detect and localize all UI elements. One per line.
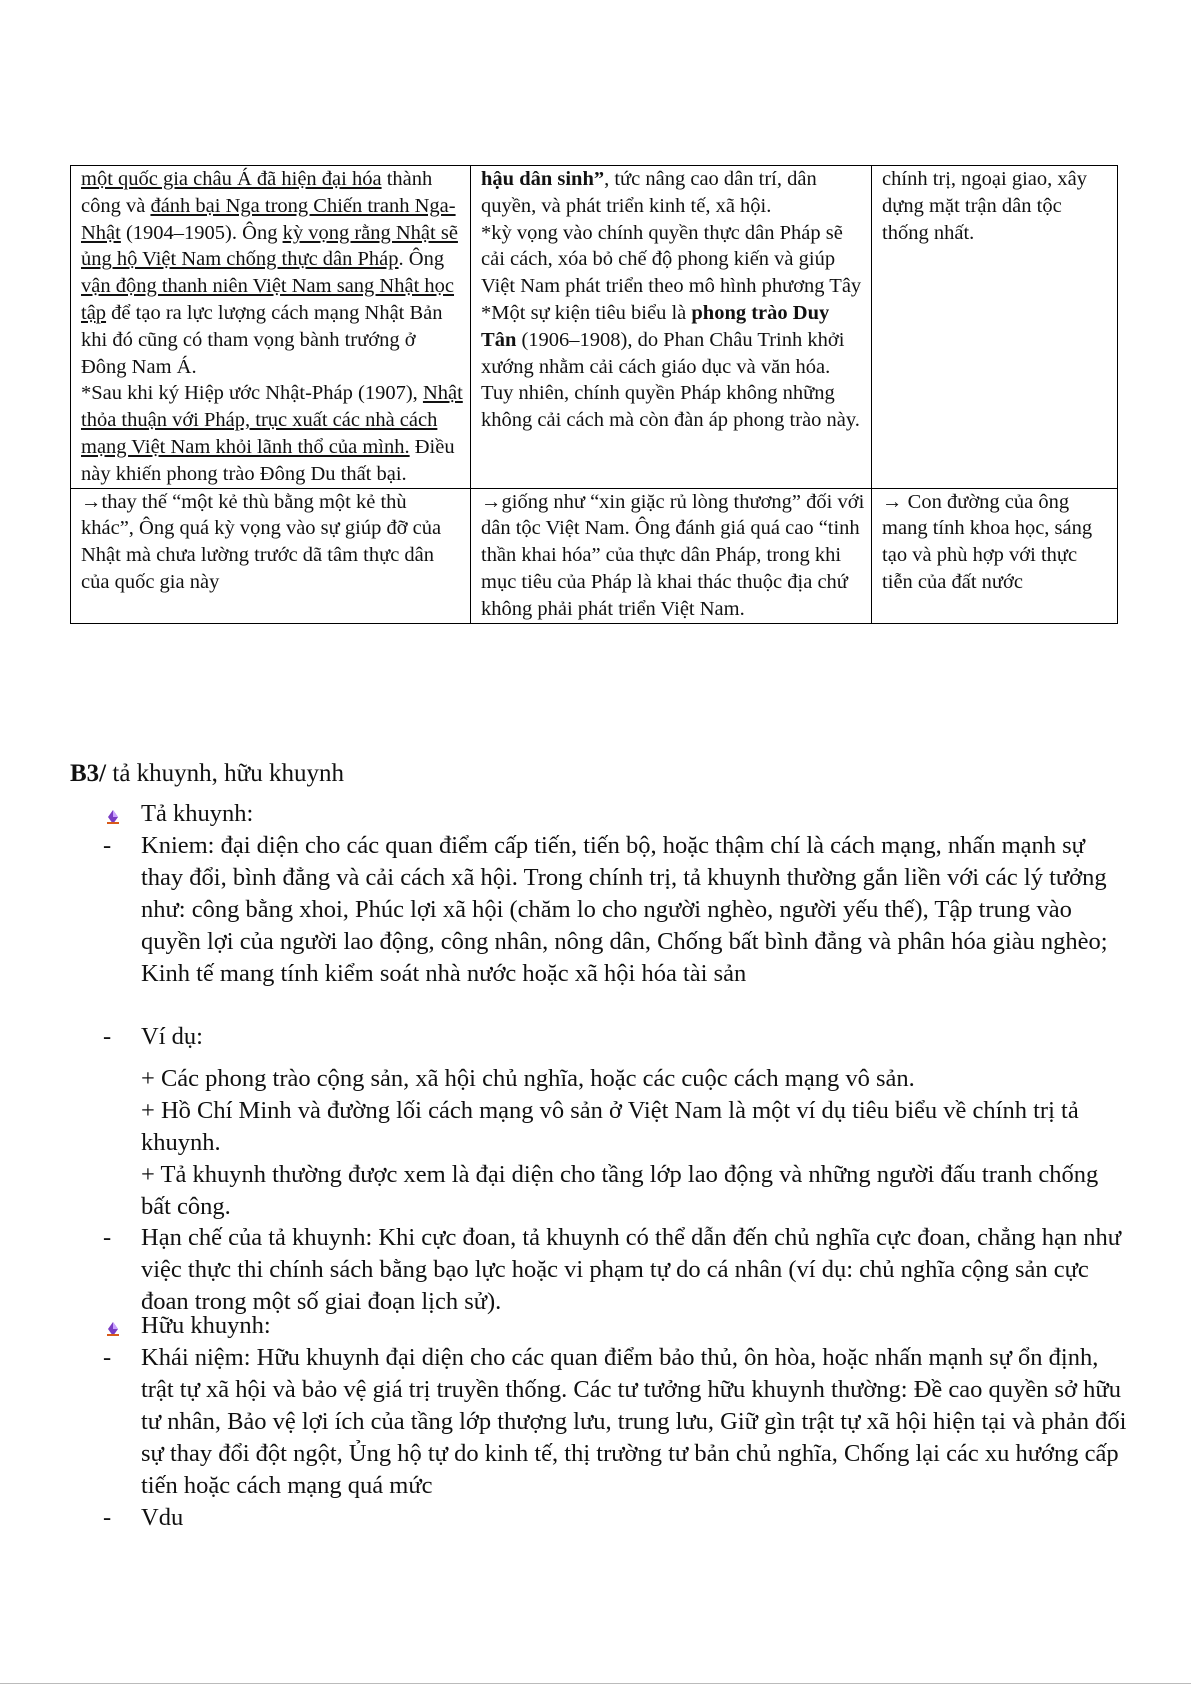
bold-text: hậu dân sinh” bbox=[481, 168, 605, 190]
section-heading bbox=[70, 758, 344, 790]
table-cell-ho-chi-minh-assessment: → Con đường của ông mang tính khoa học, sáng tạo và phù hợp với thực tiễn của đất nước bbox=[872, 488, 1118, 623]
table-cell-phan-boi-chau-assessment: →thay thế “một kẻ thù bằng một kẻ thù khác”, Ông quá kỳ vọng vào sự giúp đỡ của Nhật mà chưa lường trước dã tâm thực dân của quốc gia này bbox=[71, 488, 471, 623]
cell-text: thành công và bbox=[81, 168, 433, 217]
cell-text: để tạo ra lực lượng cách mạng Nhật Bản khi đó cũng có tham vọng bành trướng ở Đông Nam Á. bbox=[81, 301, 443, 378]
underlined-text: Nhật thỏa thuận với Pháp, trục xuất các nhà cách mạng Việt Nam khỏi lãnh thổ của mình. bbox=[81, 382, 463, 458]
left-leaning-concept: Kniem: đại diện cho các quan điểm cấp tiến, tiến bộ, hoặc thậm chí là cách mạng, nhấn mạnh sự thay đổi, bình đẳng và cải cách xã hội. Trong chính trị, tả khuynh thường gắn liền với các lý tưởng như: công bằng xhoi, Phúc lợi xã hội (chăm lo cho người nghèo, người yếu thế), Tập trung vào quyền lợi của người lao động, công nhân, nông dân, Chống bất bình đẳng và phân hóa giàu nghèo; Kinh tế mang tính kiểm soát nhà nước hoặc xã hội hóa tài sản bbox=[141, 832, 1108, 987]
dash-bullet: - bbox=[103, 832, 112, 859]
left-leaning-example-2: + Hồ Chí Minh và đường lối cách mạng vô sản ở Việt Nam là một ví dụ tiêu biểu về chính trị tả khuynh. bbox=[141, 1097, 1079, 1156]
dash-bullet: - bbox=[103, 1344, 112, 1371]
cell-text: *Sau khi ký Hiệp ước Nhật-Pháp (1907), bbox=[81, 382, 423, 405]
left-leaning-examples-label: Ví dụ: bbox=[141, 1023, 203, 1050]
diamond-bullet-icon bbox=[104, 1320, 122, 1338]
right-leaning-examples-label: Vdu bbox=[141, 1504, 184, 1531]
table-cell-phan-chau-trinh-assessment: →giống như “xin giặc rủ lòng thương” đối với dân tộc Việt Nam. Ông đánh giá quá cao “tinh thần khai hóa” của thực dân Pháp, trong khi mục tiêu của Pháp là khai thác thuộc địa chứ không phải phát triển Việt Nam. bbox=[471, 488, 872, 623]
cell-text: Điều này khiến phong trào Đông Du thất bại. bbox=[81, 435, 455, 485]
section-label: B3/ bbox=[70, 760, 107, 787]
table-cell-phan-boi-chau-detail bbox=[71, 166, 471, 489]
section-title: tả khuynh, hữu khuynh bbox=[106, 760, 344, 787]
underlined-text: kỳ vọng rằng Nhật sẽ ủng hộ Việt Nam chống thực dân Pháp bbox=[81, 221, 458, 271]
underlined-text: một quốc gia châu Á đã hiện đại hóa bbox=[81, 168, 382, 190]
table-cell-ho-chi-minh-detail: chính trị, ngoại giao, xây dựng mặt trận dân tộc thống nhất. bbox=[872, 166, 1118, 489]
dash-bullet: - bbox=[103, 1504, 112, 1531]
dash-bullet: - bbox=[103, 1023, 112, 1050]
underlined-text: đánh bại Nga trong Chiến tranh Nga-Nhật bbox=[81, 194, 456, 244]
cell-text: (1906–1908), do Phan Châu Trinh khởi xướng nhằm cải cách giáo dục và văn hóa. Tuy nhiên, chính quyền Pháp không những không cải cách mà còn đàn áp phong trào này. bbox=[481, 328, 860, 432]
left-leaning-example-1: + Các phong trào cộng sản, xã hội chủ nghĩa, hoặc các cuộc cách mạng vô sản. bbox=[141, 1065, 915, 1092]
comparison-table bbox=[70, 165, 1118, 624]
right-leaning-heading: Hữu khuynh: bbox=[141, 1312, 271, 1339]
left-leaning-example-3: + Tả khuynh thường được xem là đại diện cho tầng lớp lao động và những người đấu tranh chống bất công. bbox=[141, 1161, 1099, 1220]
left-leaning-heading: Tả khuynh: bbox=[141, 800, 254, 827]
cell-text: . Ông bbox=[398, 248, 445, 271]
bold-text: phong trào Duy Tân bbox=[481, 301, 830, 351]
page-bottom-rule bbox=[0, 1683, 1191, 1684]
cell-text: *Một sự kiện tiêu biểu là bbox=[481, 301, 692, 324]
underlined-text: vận động thanh niên Việt Nam sang Nhật học tập bbox=[81, 275, 455, 324]
diamond-bullet-icon bbox=[104, 808, 122, 826]
cell-text: (1904–1905). Ông bbox=[120, 221, 283, 244]
table-row bbox=[71, 166, 1118, 489]
cell-text: *kỳ vọng vào chính quyền thực dân Pháp sẽ cải cách, xóa bỏ chế độ phong kiến và giúp Việt Nam phát triển theo mô hình phương Tây bbox=[481, 221, 862, 298]
table-cell-phan-chau-trinh-detail bbox=[471, 166, 872, 489]
right-leaning-concept: Khái niệm: Hữu khuynh đại diện cho các quan điểm bảo thủ, ôn hòa, hoặc nhấn mạnh sự ổn định, trật tự xã hội và bảo vệ giá trị truyền thống. Các tư tưởng hữu khuynh thường: Đề cao quyền sở hữu tư nhân, Bảo vệ lợi ích của tầng lớp thượng lưu, trung lưu, Giữ gìn trật tự xã hội hiện tại và phản đối sự thay đổi đột ngột, Ủng hộ tự do kinh tế, thị trường tư bản chủ nghĩa, Chống lại các xu hướng cấp tiến hoặc cách mạng quá mức bbox=[141, 1344, 1127, 1499]
cell-text: , tức nâng cao dân trí, dân quyền, và phát triển kinh tế, xã hội. bbox=[481, 168, 817, 217]
dash-bullet: - bbox=[103, 1224, 112, 1251]
left-leaning-limits: Hạn chế của tả khuynh: Khi cực đoan, tả khuynh có thể dẫn đến chủ nghĩa cực đoan, chẳng hạn như việc thực thi chính sách bằng bạo lực hoặc vi phạm tự do cá nhân (ví dụ: chủ nghĩa cộng sản cực đoan trong một số giai đoạn lịch sử). bbox=[141, 1224, 1122, 1315]
table-row bbox=[71, 488, 1118, 623]
